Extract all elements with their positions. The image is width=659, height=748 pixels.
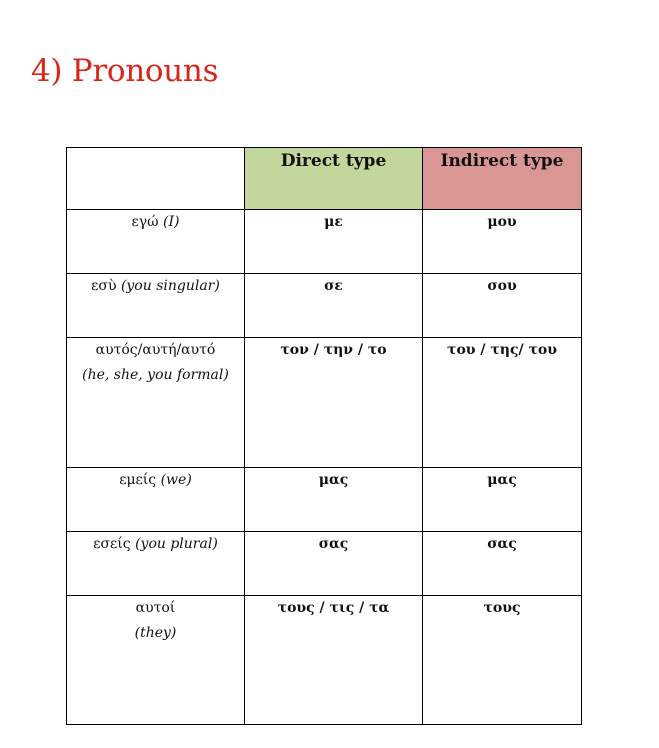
pronoun-cell — [67, 596, 245, 725]
english-gloss: (he, she, you formal) — [82, 367, 229, 383]
pronouns-table — [66, 147, 582, 725]
indirect-form: σας — [423, 532, 582, 596]
table-row — [67, 210, 582, 274]
direct-form: σε — [245, 274, 423, 338]
table-row — [67, 274, 582, 338]
english-gloss: (they) — [134, 625, 177, 641]
direct-form: μας — [245, 468, 423, 532]
direct-form: με — [245, 210, 423, 274]
greek-pronoun: αυτοί — [135, 600, 176, 616]
page-title: 4) Pronouns — [31, 53, 219, 89]
pronoun-cell — [67, 532, 245, 596]
direct-form: τον / την / το — [245, 338, 423, 468]
greek-pronoun: εσὺ — [91, 278, 117, 294]
indirect-form: μας — [423, 468, 582, 532]
indirect-form: τους — [423, 596, 582, 725]
indirect-form: του / της/ του — [423, 338, 582, 468]
pronoun-cell — [67, 274, 245, 338]
direct-form: τους / τις / τα — [245, 596, 423, 725]
greek-pronoun: εγώ — [131, 214, 159, 230]
pronoun-cell — [67, 338, 245, 468]
header-empty-cell — [67, 148, 245, 210]
header-indirect-type — [423, 148, 582, 210]
header-direct-type — [245, 148, 423, 210]
english-gloss: (you plural) — [135, 536, 218, 552]
pronoun-cell — [67, 468, 245, 532]
greek-pronoun: αυτός/αυτή/αυτό — [95, 342, 216, 358]
greek-pronoun: εσείς — [93, 536, 131, 552]
direct-form: σας — [245, 532, 423, 596]
header-direct-label: Direct type — [280, 151, 387, 171]
english-gloss: (we) — [160, 472, 192, 488]
header-indirect-label: Indirect type — [440, 151, 564, 171]
table-row — [67, 596, 582, 725]
table-row — [67, 338, 582, 468]
table-row — [67, 468, 582, 532]
pronoun-cell — [67, 210, 245, 274]
indirect-form: μου — [423, 210, 582, 274]
english-gloss: (I) — [163, 214, 180, 230]
indirect-form: σου — [423, 274, 582, 338]
table-row — [67, 532, 582, 596]
english-gloss: (you singular) — [120, 278, 220, 294]
table-header-row — [67, 148, 582, 210]
greek-pronoun: εμείς — [119, 472, 157, 488]
